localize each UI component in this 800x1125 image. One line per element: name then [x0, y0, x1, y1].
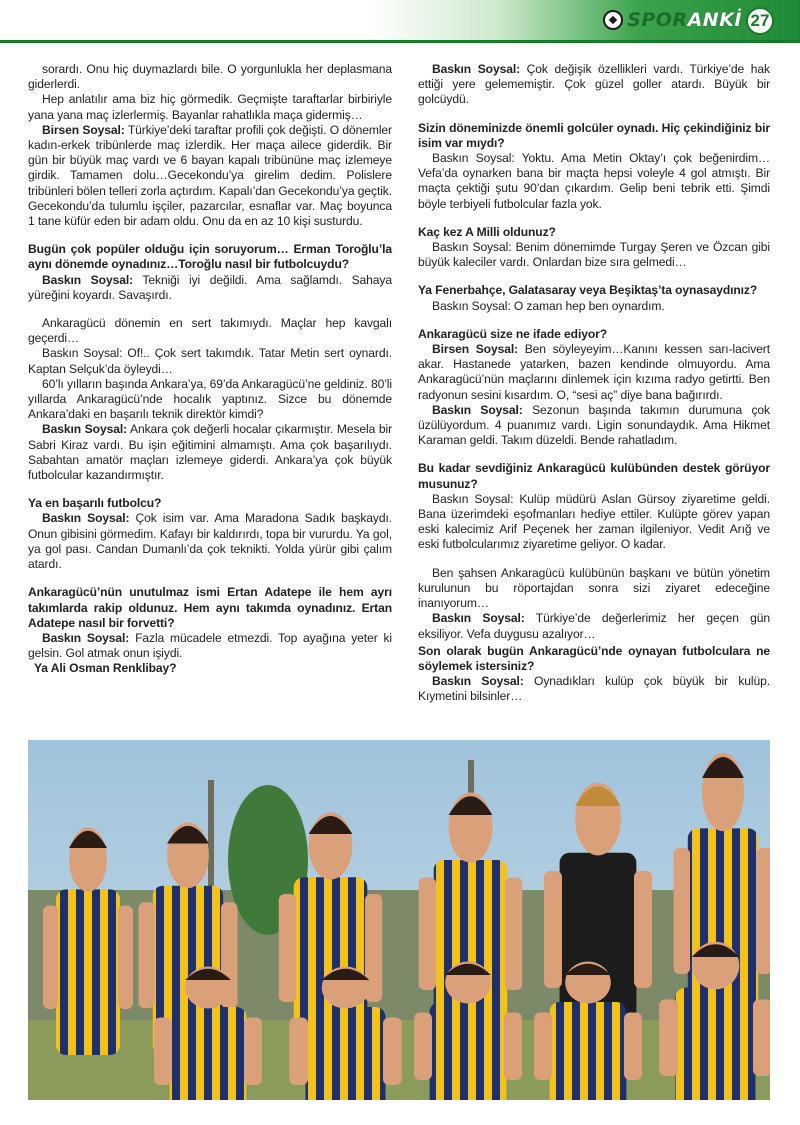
- interview-question: Ya en başarılı futbolcu?: [28, 496, 162, 511]
- player-arm: [279, 894, 296, 1002]
- interview-question: Ankaragücü size ne ifade ediyor?: [418, 326, 608, 341]
- speaker-name: Baskın Soysal:: [432, 62, 521, 76]
- interview-question: Kaç kez A Milli oldunuz?: [418, 224, 556, 239]
- player-arm: [139, 902, 156, 1008]
- speaker-name: Baskın Soysal:: [42, 272, 134, 287]
- answer-text: Fazla mücadele etmezdi. Top ayağına yeter ki gelsin. Gol atmak onun işiydi.: [28, 630, 392, 661]
- interview-answer: [418, 674, 770, 704]
- player-jersey: [306, 1007, 386, 1100]
- speaker-name: Birsen Soysal:: [432, 342, 519, 357]
- player-arm: [414, 1013, 432, 1081]
- interview-answer: [28, 273, 392, 303]
- answer-text: Ankara çok değerli hocalar çıkarmıştır. Mesela bir Sabri Kiraz vardı. Bu işin eğitimini almamıştı. Ama çok başarılıydı. Sabahtan amatör maçları izlemeye giderdi. Ankara’ya çok büyük futbolcular kazandırmıştır.: [28, 422, 393, 483]
- article-paragraph: sorardı. Onu hiç duymazlardı bile. O yorgunlukla her deplasmana giderlerdi.: [28, 62, 392, 92]
- brand-part-b: ANKİ: [687, 9, 742, 31]
- player-arm: [753, 1000, 770, 1077]
- player-arm: [756, 848, 770, 974]
- answer-text: Çok isim var. Ama Maradona Sadık başkaydı. Onun gibisini görmedim. Kafayı bir kaldırırdı, topa bir vururdu. Ya gol, ya gol pası. Candan Dumanlı’da çok teknikti. Yolda yürür gibi çalım atardı.: [28, 511, 393, 572]
- player-arm: [505, 878, 522, 991]
- player-jersey: [430, 1002, 507, 1100]
- article-paragraph: Baskın Soysal: Benim dönemimde Turgay Şeren ve Özcan gibi büyük kaleciler vardı. Onlardan bize sıra gelmedi…: [418, 240, 770, 270]
- answer-text: Oynadıkları kulüp çok büyük bir kulüp. Kıymetini bilsinler…: [418, 674, 770, 704]
- speaker-name: Birsen Soysal:: [42, 122, 125, 137]
- player-arm: [419, 878, 436, 991]
- interview-question: Son olarak bugün Ankaragücü’nde oynayan futbolculara ne söylemek istersiniz?: [418, 643, 770, 673]
- answer-text: Ben söyleyeyim…Kanını kessen sarı-lacivert akar. Hastanede yatarken, bazen kendinde olmuyordu. Ama Ankaragücü’nün maçlarını dinlemek için kızıma radyo getirtti. Ben radyonun sesini kısardım. O, “sesi aç” diye bana bağırırdı.: [418, 342, 770, 402]
- player-jersey: [170, 1007, 247, 1100]
- answer-text: Türkiye’de değerlerimiz her geçen gün eksiliyor. Vefa duygusu azalıyor…: [418, 611, 771, 641]
- speaker-name: Baskın Soysal:: [42, 422, 128, 437]
- answer-text: Türkiye’deki taraftar profili çok değişti. O dönemler kadın-erkek tribünlerde maç izlerdik. Her maça ailece giderdik. Bir gün bir büyük maç vardı ve 6 bayan kapalı tribününe maç izlemeye girdik. Tamamen dolu…Gecekondu’ya girelim dedim. Polislere tribünleri bölen telleri zorla açtırdım. Kapalı’dan Gecekondu’ya geçtik. Gecekondu’da tulumlu işçiler, pazarcılar, esnaflar var. Maç boyunca 1 tane küfür eden bir adam oldu. Onu da en az 10 kişi susturdu.: [28, 122, 392, 229]
- header-rule: [0, 40, 800, 43]
- player-arm: [544, 871, 562, 988]
- speaker-name: Baskın Soysal:: [432, 674, 524, 689]
- speaker-name: Baskın Soysal:: [432, 402, 523, 417]
- brand-name: [627, 9, 742, 31]
- player-jersey: [56, 889, 120, 1055]
- speaker-name: Baskın Soysal:: [42, 511, 130, 526]
- player-arm: [154, 1018, 172, 1086]
- article-paragraph: Baskın Soysal: O zaman hep ben oynardım.: [432, 298, 665, 313]
- player-arm: [244, 1018, 262, 1086]
- player-arm: [504, 1013, 522, 1081]
- interview-answer: [418, 611, 770, 641]
- brand-part-a: SPOR: [627, 9, 688, 31]
- interview-answer: [418, 62, 770, 108]
- article-paragraph: 60’lı yılların başında Ankara’ya, 69’da Ankaragücü’ne geldiniz. 80’li yıllarda Ankaragücü’nde hocalık yaptınız. Sizce bu dönemde Ankara’daki en başarılı teknik direktör kimdi?: [28, 376, 392, 422]
- article-paragraph: Hep anlatılır ama biz hiç görmedik. Geçmişte taraftarlar birbiriyle yana yana maç izlerlermiş. Bayanlar rahatlıkla maça gidermiş…: [28, 92, 392, 122]
- player-arm: [659, 1000, 678, 1077]
- article-paragraph: Baskın Soysal: Kulüp müdürü Aslan Gürsoy ziyaretime geldi. Bana üzerimdeki eşofmanları hediye ettiler. Kulüpte görev yapan eski kalecimiz Arif Peçenek her zaman ilgileniyor. Vedit Arığ ve eski futbolcularımız ziyaretime geliyor. O kadar.: [418, 491, 770, 552]
- answer-text: Çok değişik özellikleri vardı. Türkiye’de hak ettiği yere gelememiştir. Çok güzel goller atardı. Büyük bir golcüydü.: [418, 62, 770, 107]
- player-jersey: [550, 1002, 627, 1100]
- answer-text: Tekniği iyi değildi. Ama sağlamdı. Sahaya yüreğini koyardı. Savaşırdı.: [28, 272, 393, 302]
- interview-question: Ya Ali Osman Renklibay?: [34, 661, 177, 676]
- interview-answer: [418, 342, 770, 403]
- left-column: [28, 62, 392, 677]
- player-arm: [43, 906, 58, 1010]
- speaker-name: Baskın Soysal:: [432, 611, 525, 626]
- player-arm: [289, 1018, 308, 1086]
- answer-text: Sezonun başında takımın durumuna çok üzülüyordum. 4 puanımız vardı. Ligin sonundaydık. Ama Hikmet Karaman geldi. Takım düzeldi. Bende rahatladım.: [418, 402, 771, 448]
- team-photo: [28, 740, 770, 1100]
- interview-question: Bu kadar sevdiğiniz Ankaragücü kulübünden destek görüyor musunuz?: [418, 461, 770, 491]
- football-icon: [603, 10, 623, 30]
- interview-question: Bugün çok popüler olduğu için soruyorum… Erman Toroğlu’la aynı dönemde oynadınız…Toroğlu nasıl bir futbolcuydu?: [28, 242, 392, 272]
- right-column: [418, 62, 770, 705]
- page-number: 27: [746, 7, 774, 35]
- player-arm: [674, 848, 691, 974]
- interview-answer: [418, 403, 770, 449]
- interview-question: Sizin döneminizde önemli golcüler oynadı. Hiç çekindiğiniz bir isim var mıydı?: [418, 120, 770, 150]
- article-paragraph: Ben şahsen Ankaragücü kulübünün başkanı ve bütün yönetim kurulunun bu röportajdan sonra sizi ziyaret edeceğine inanıyorum…: [418, 565, 770, 611]
- player-arm: [634, 871, 652, 988]
- player-arm: [534, 1013, 552, 1081]
- player-jersey: [676, 988, 756, 1100]
- player-arm: [118, 906, 133, 1010]
- interview-answer: [28, 123, 392, 229]
- interview-answer: [28, 511, 392, 572]
- article-paragraph: Ankaragücü dönemin en sert takımıydı. Maçlar hep kavgalı geçerdi…: [28, 316, 392, 346]
- article-paragraph: Baskın Soysal: Of!.. Çok sert takımdık. Tatar Metin sert oynardı. Kaptan Selçuk’da öyleydi…: [28, 346, 392, 376]
- interview-answer: [28, 631, 392, 661]
- interview-question: Ya Fenerbahçe, Galatasaray veya Beşiktaş’ta oynasaydınız?: [418, 283, 758, 298]
- speaker-name: Baskın Soysal:: [42, 630, 130, 645]
- player-arm: [383, 1018, 402, 1086]
- team-photo-illustration: [28, 740, 770, 1100]
- article-paragraph: Baskın Soysal: Yoktu. Ama Metin Oktay’ı çok beğenirdim… Vefa’da oynarken bana bir maçta hepsi voleyle 4 gol atmıştı. Bir maçta çektiği şutu 90’dan çıkardım. Gelip beni tebrik etti. Şimdi böyle terbiyeli futbolcular fazla yok.: [418, 151, 770, 211]
- player-arm: [624, 1013, 642, 1081]
- section-logo: [603, 7, 742, 33]
- interview-question: Ankaragücü’nün unutulmaz ismi Ertan Adatepe ile hem ayrı takımlarda rakip oldunuz. Hem aynı takımda oynadınız. Ertan Adatepe nasıl bir forvetti?: [28, 585, 392, 630]
- interview-answer: [28, 422, 392, 483]
